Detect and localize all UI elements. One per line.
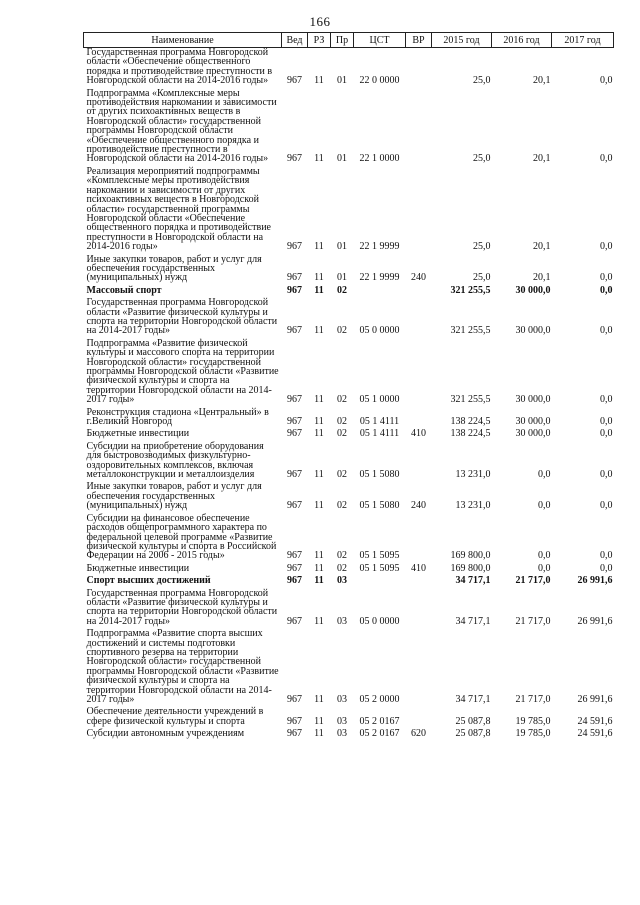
table-row (84, 576, 614, 588)
row-cst (354, 286, 406, 298)
row-rz: 11 (314, 153, 324, 165)
row-ved: 967 (287, 428, 302, 440)
row-vr (406, 589, 432, 630)
row-2016: 30 000,0 (515, 416, 551, 428)
row-ved: 967 (287, 694, 302, 705)
row-ved: 967 (287, 284, 302, 296)
row-vr (406, 339, 432, 408)
row-2017: 0,0 (600, 272, 613, 284)
row-cst: 22 1 9999 (359, 272, 400, 284)
row-rz: 11 (314, 428, 324, 440)
row-2015: 25 087,8 (455, 728, 491, 740)
row-2017: 0,0 (600, 469, 613, 481)
table-header-row (84, 33, 614, 48)
row-2015: 169 800,0 (450, 562, 491, 574)
row-ved: 967 (287, 715, 302, 727)
row-vr (406, 286, 432, 298)
row-cst: 05 1 4111 (359, 428, 400, 440)
table-row (84, 429, 614, 441)
row-vr: 410 (411, 562, 426, 574)
row-2015: 321 255,5 (450, 325, 491, 337)
row-2015: 138 224,5 (450, 416, 491, 428)
row-2016: 20,1 (533, 272, 551, 284)
row-vr (406, 707, 432, 729)
column-header-name: Наименование (84, 33, 282, 48)
row-name: Государственная программа Новгородской области «Обеспечение общественного порядка и противодействие преступности в Новгородской области на 2014-2016 годы» (86, 47, 273, 87)
row-ved: 967 (287, 394, 302, 406)
row-2016: 30 000,0 (515, 428, 551, 440)
row-vr (406, 298, 432, 339)
page-number: 166 (309, 14, 331, 29)
row-2017: 0,0 (600, 550, 613, 562)
table-row (84, 339, 614, 408)
row-2016: 21 717,0 (515, 575, 551, 587)
column-header-vr: ВР (406, 33, 432, 48)
budget-table (83, 32, 614, 742)
row-pr: 03 (337, 575, 347, 587)
row-pr: 02 (337, 500, 347, 512)
row-ved: 967 (287, 550, 302, 562)
row-rz: 11 (314, 575, 324, 587)
row-2017: 0,0 (600, 562, 613, 574)
table-row (84, 482, 614, 513)
row-2016: 0,0 (538, 550, 551, 562)
table-row (84, 408, 614, 430)
row-pr: 02 (337, 284, 347, 296)
row-cst (354, 576, 406, 588)
row-rz: 11 (314, 75, 324, 87)
row-cst: 22 1 9999 (359, 241, 400, 253)
row-ved: 967 (287, 500, 302, 512)
row-2016: 20,1 (533, 153, 551, 165)
row-vr (406, 89, 432, 167)
row-cst: 22 0 0000 (359, 75, 400, 87)
row-cst: 05 2 0167 (359, 728, 400, 740)
row-2016: 0,0 (538, 562, 551, 574)
table-row (84, 729, 614, 741)
row-2015: 34 717,1 (455, 615, 491, 627)
table-row (84, 89, 614, 167)
row-name: Государственная программа Новгородской области «Развитие физической культуры и спорта на территории Новгородской области на 2014-2017 годы» (86, 297, 278, 337)
table-row (84, 589, 614, 630)
row-rz: 11 (314, 469, 324, 481)
row-pr: 02 (337, 394, 347, 406)
row-pr: 01 (337, 272, 347, 284)
row-pr: 02 (337, 428, 347, 440)
table-row (84, 629, 614, 707)
row-2015: 34 717,1 (455, 575, 491, 587)
table-row (84, 255, 614, 286)
row-rz: 11 (314, 615, 324, 627)
row-ved: 967 (287, 272, 302, 284)
table-body (84, 48, 614, 742)
row-cst: 05 1 0000 (359, 394, 400, 406)
row-2016: 21 717,0 (515, 615, 551, 627)
row-rz: 11 (314, 550, 324, 562)
row-pr: 01 (337, 241, 347, 253)
row-2017: 26 991,6 (577, 575, 613, 587)
column-header-rz: РЗ (308, 33, 331, 48)
row-2016: 30 000,0 (515, 325, 551, 337)
row-rz: 11 (314, 694, 324, 705)
column-header-2017: 2017 год (552, 33, 614, 48)
row-name: Подпрограмма «Развитие физической культуры и массового спорта на территории Новгородской области» государственной программы Новгородской области «Развитие физической культуры и спорта на территории Новгородской области на 2014-2017 годы» (86, 337, 279, 406)
row-vr: 620 (411, 728, 426, 740)
row-name: Подпрограмма «Комплексные меры противодействия наркомании и зависимости от других психоактивных веществ в Новгородской области» государственной программы Новгородской области «Обеспечение общественного порядка и противодействие преступности в Новгородской области на 2014-2016 годы» (86, 87, 277, 165)
row-2016: 21 717,0 (515, 694, 551, 705)
row-cst: 05 0 0000 (359, 325, 400, 337)
row-2015: 13 231,0 (455, 500, 491, 512)
row-vr (406, 48, 432, 89)
row-2015: 321 255,5 (450, 394, 491, 406)
row-rz: 11 (314, 284, 324, 296)
row-2015: 321 255,5 (450, 284, 491, 296)
row-name: Обеспечение деятельности учреждений в сфере физической культуры и спорта (86, 706, 264, 727)
row-name: Государственная программа Новгородской области «Развитие физической культуры и спорта на территории Новгородской области на 2014-2017 годы» (86, 587, 278, 627)
row-rz: 11 (314, 500, 324, 512)
row-rz: 11 (314, 562, 324, 574)
column-header-2015: 2015 год (432, 33, 492, 48)
row-name: Субсидии автономным учреждениям (86, 728, 245, 740)
row-2017: 0,0 (600, 241, 613, 253)
row-ved: 967 (287, 325, 302, 337)
column-header-2016: 2016 год (492, 33, 552, 48)
row-pr: 03 (337, 715, 347, 727)
row-ved: 967 (287, 416, 302, 428)
row-cst: 05 1 5095 (359, 550, 400, 562)
row-2016: 30 000,0 (515, 394, 551, 406)
row-rz: 11 (314, 272, 324, 284)
row-2015: 169 800,0 (450, 550, 491, 562)
row-name: Субсидии на приобретение оборудования для быстровозводимых физкультурно-оздоровительных комплексов, включая металлоконструкции и металлоизделия (86, 440, 264, 481)
row-2017: 24 591,6 (577, 728, 613, 740)
row-2015: 25 087,8 (455, 715, 491, 727)
row-pr: 03 (337, 728, 347, 740)
row-ved: 967 (287, 615, 302, 627)
row-ved: 967 (287, 575, 302, 587)
table-row (84, 514, 614, 564)
row-pr: 02 (337, 416, 347, 428)
row-2017: 0,0 (600, 394, 613, 406)
row-pr: 02 (337, 325, 347, 337)
table-row (84, 48, 614, 89)
row-2015: 25,0 (473, 153, 491, 165)
row-ved: 967 (287, 153, 302, 165)
row-pr: 03 (337, 694, 347, 705)
row-vr: 240 (411, 500, 426, 512)
row-2015: 138 224,5 (450, 428, 491, 440)
row-name: Субсидии на финансовое обеспечение расходов общепрограммного характера по федеральной целевой программе «Развитие физической культуры и спорта в Российской Федерации на 2006 - 2015 годы» (86, 512, 277, 562)
row-vr (406, 576, 432, 588)
row-2016: 30 000,0 (515, 284, 551, 296)
row-ved: 967 (287, 75, 302, 87)
row-2016: 20,1 (533, 241, 551, 253)
row-2016: 0,0 (538, 500, 551, 512)
column-header-cst: ЦСТ (354, 33, 406, 48)
row-rz: 11 (314, 325, 324, 337)
row-2017: 0,0 (600, 428, 613, 440)
row-name: Реконструкция стадиона «Центральный» в г.Великий Новгород (86, 406, 269, 428)
column-header-ved: Вед (282, 33, 308, 48)
row-name: Иные закупки товаров, работ и услуг для обеспечения государственных (муниципальных) нужд (86, 253, 262, 284)
row-name: Бюджетные инвестиции (86, 428, 190, 440)
row-cst: 05 1 5080 (359, 500, 400, 512)
row-vr (406, 442, 432, 483)
row-pr: 02 (337, 469, 347, 481)
row-2015: 25,0 (473, 272, 491, 284)
row-ved: 967 (287, 728, 302, 740)
row-name: Иные закупки товаров, работ и услуг для обеспечения государственных (муниципальных) нужд (86, 481, 262, 512)
row-2016: 0,0 (538, 469, 551, 481)
row-ved: 967 (287, 469, 302, 481)
row-2017: 0,0 (600, 500, 613, 512)
row-cst: 05 1 4111 (359, 416, 400, 428)
row-2017: 0,0 (600, 416, 613, 428)
row-name: Подпрограмма «Развитие спорта высших достижений и системы подготовки спортивного резерва на территории Новгородской области» государственной программы Новгородской области «Развитие физической культуры и спорта на территории Новгородской области на 2014-2017 годы» (86, 628, 279, 705)
row-name: Массовый спорт (86, 284, 162, 296)
row-2017: 0,0 (600, 325, 613, 337)
row-2017: 0,0 (600, 75, 613, 87)
row-rz: 11 (314, 241, 324, 253)
row-pr: 01 (337, 153, 347, 165)
row-2017: 26 991,6 (577, 615, 613, 627)
row-rz: 11 (314, 416, 324, 428)
row-2016: 20,1 (533, 75, 551, 87)
row-2017: 26 991,6 (577, 694, 613, 705)
row-rz: 11 (314, 728, 324, 740)
row-cst: 05 1 5080 (359, 469, 400, 481)
row-cst: 05 0 0000 (359, 615, 400, 627)
row-ved: 967 (287, 241, 302, 253)
row-pr: 01 (337, 75, 347, 87)
row-pr: 02 (337, 562, 347, 574)
row-vr (406, 167, 432, 255)
table-row (84, 298, 614, 339)
row-cst: 22 1 0000 (359, 153, 400, 165)
row-name: Реализация мероприятий подпрограммы «Комплексные меры противодействия наркомании и зависимости от других психоактивных веществ в Новгородской области» государственной программы Новгородской области «Обеспечение общественного порядка и противодействие преступности в Новгородской области на 2014-2016 годы» (86, 165, 271, 253)
table-row (84, 167, 614, 255)
row-2015: 13 231,0 (455, 469, 491, 481)
row-2015: 25,0 (473, 241, 491, 253)
row-cst: 05 1 5095 (359, 562, 400, 574)
row-cst: 05 2 0000 (359, 694, 400, 705)
column-header-pr: Пр (331, 33, 354, 48)
row-vr: 240 (411, 272, 426, 284)
row-name: Спорт высших достижений (86, 575, 211, 587)
row-2015: 25,0 (473, 75, 491, 87)
row-2016: 19 785,0 (515, 728, 551, 740)
row-vr (406, 408, 432, 430)
row-rz: 11 (314, 394, 324, 406)
row-2016: 19 785,0 (515, 715, 551, 727)
table-row (84, 707, 614, 729)
row-2017: 0,0 (600, 153, 613, 165)
row-vr: 410 (411, 428, 426, 440)
row-rz: 11 (314, 715, 324, 727)
row-pr: 03 (337, 615, 347, 627)
row-2015: 34 717,1 (455, 694, 491, 705)
row-2017: 0,0 (600, 284, 613, 296)
row-ved: 967 (287, 562, 302, 574)
row-name: Бюджетные инвестиции (86, 562, 190, 574)
row-vr (406, 629, 432, 707)
row-vr (406, 514, 432, 564)
table-row (84, 442, 614, 483)
row-2017: 24 591,6 (577, 715, 613, 727)
row-pr: 02 (337, 550, 347, 562)
row-cst: 05 2 0167 (359, 715, 400, 727)
